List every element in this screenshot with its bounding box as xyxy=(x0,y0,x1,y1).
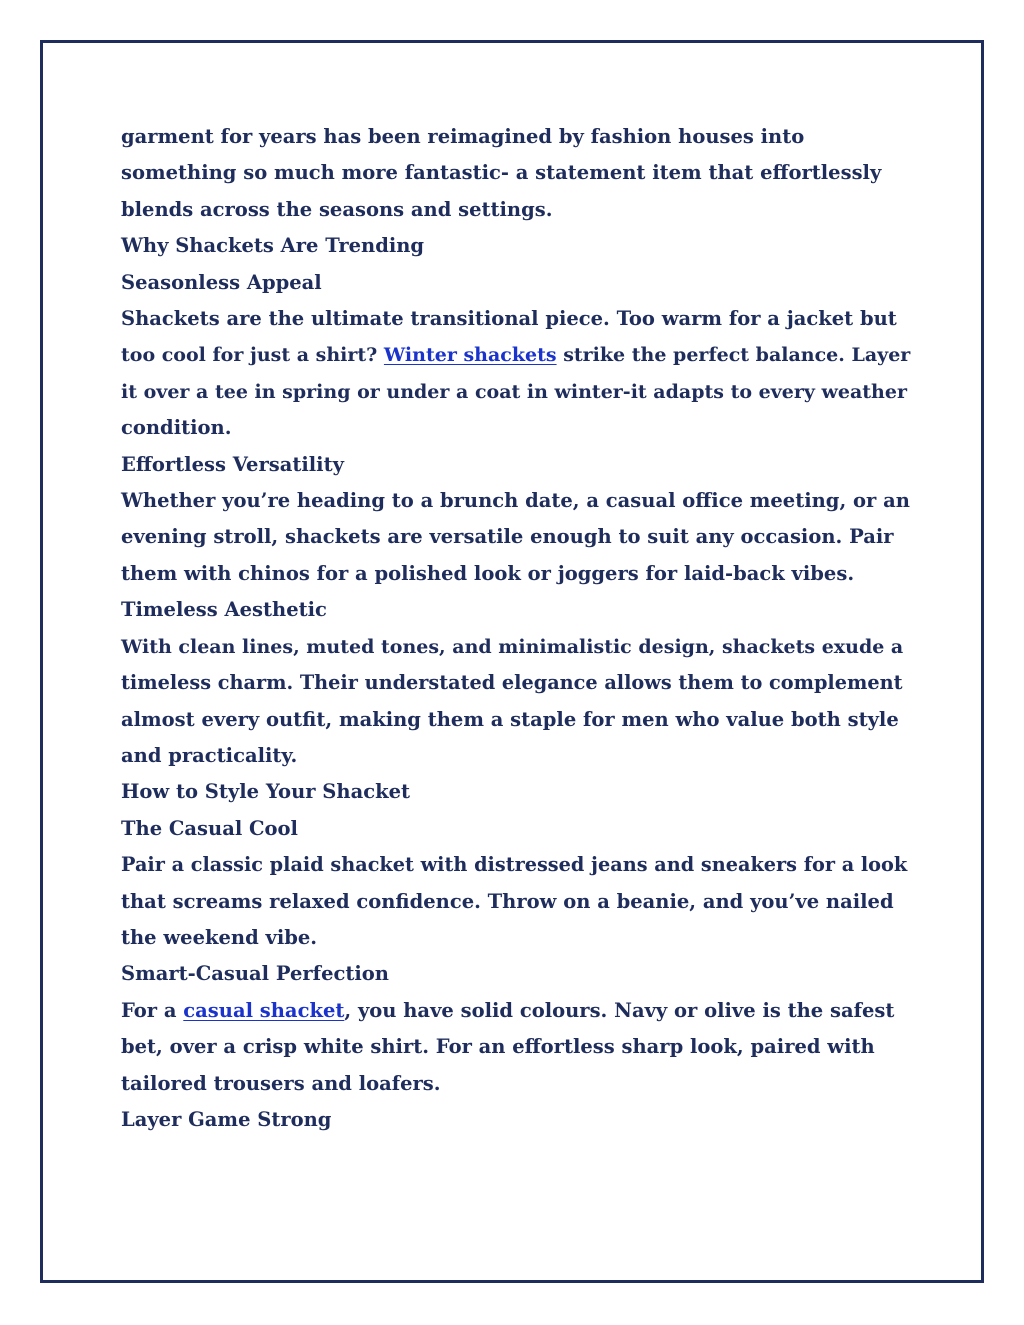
paragraph-line-with-link xyxy=(121,993,911,1029)
subheading-smart-casual-perfection: Smart-Casual Perfection xyxy=(121,962,389,986)
line-text-before-link: For a xyxy=(121,998,184,1022)
paragraph-line: condition. xyxy=(121,416,232,440)
paragraph-line: almost every outfit, making them a staple for men who value both style xyxy=(121,707,899,731)
line-text-after-link: strike the perfect balance. Layer xyxy=(556,344,911,367)
paragraph-line: evening stroll, shackets are versatile enough to suit any occasion. Pair xyxy=(121,525,894,549)
paragraph-line: blends across the seasons and settings. xyxy=(121,197,553,221)
paragraph-line: garment for years has been reimagined by fashion houses into xyxy=(121,125,805,148)
paragraph-line: the weekend vibe. xyxy=(121,925,318,949)
line-text-before-link: too cool for just a shirt? xyxy=(121,344,384,367)
subheading-layer-game-strong: Layer Game Strong xyxy=(121,1107,332,1131)
paragraph-line: that screams relaxed confidence. Throw on a beanie, and you’ve nailed xyxy=(121,889,894,913)
paragraph-line: and practicality. xyxy=(121,743,298,767)
casual-shacket-link[interactable]: casual shacket xyxy=(183,998,345,1022)
paragraph-line: Whether you’re heading to a brunch date, a casual office meeting, or an xyxy=(121,489,910,513)
paragraph-line: With clean lines, muted tones, and minimalistic design, shackets exude a xyxy=(121,635,904,658)
subheading-casual-cool: The Casual Cool xyxy=(121,816,298,840)
paragraph-line: timeless charm. Their understated elegance allows them to complement xyxy=(121,671,903,695)
paragraph-line: tailored trousers and loafers. xyxy=(121,1071,441,1095)
line-text-after-link: , you have solid colours. Navy or olive is the safest xyxy=(344,998,895,1022)
paragraph-line: Shackets are the ultimate transitional piece. Too warm for a jacket but xyxy=(121,307,897,331)
paragraph-line: it over a tee in spring or under a coat in winter-it adapts to every weather xyxy=(121,380,907,403)
subheading-seasonless-appeal: Seasonless Appeal xyxy=(121,270,322,294)
document-body xyxy=(121,119,911,1138)
subheading-timeless-aesthetic: Timeless Aesthetic xyxy=(121,598,327,622)
subheading-effortless-versatility: Effortless Versatility xyxy=(121,452,344,476)
section-heading-why-shackets-trending: Why Shackets Are Trending xyxy=(121,234,425,258)
winter-shackets-link[interactable]: Winter shackets xyxy=(383,344,557,367)
paragraph-line: Pair a classic plaid shacket with distressed jeans and sneakers for a look xyxy=(121,853,908,877)
paragraph-line: them with chinos for a polished look or joggers for laid-back vibes. xyxy=(121,561,855,585)
paragraph-line-with-link xyxy=(121,337,911,373)
paragraph-line: something so much more fantastic- a statement item that effortlessly xyxy=(121,161,882,185)
section-heading-how-to-style: How to Style Your Shacket xyxy=(121,780,410,804)
paragraph-line: bet, over a crisp white shirt. For an effortless sharp look, paired with xyxy=(121,1035,875,1059)
